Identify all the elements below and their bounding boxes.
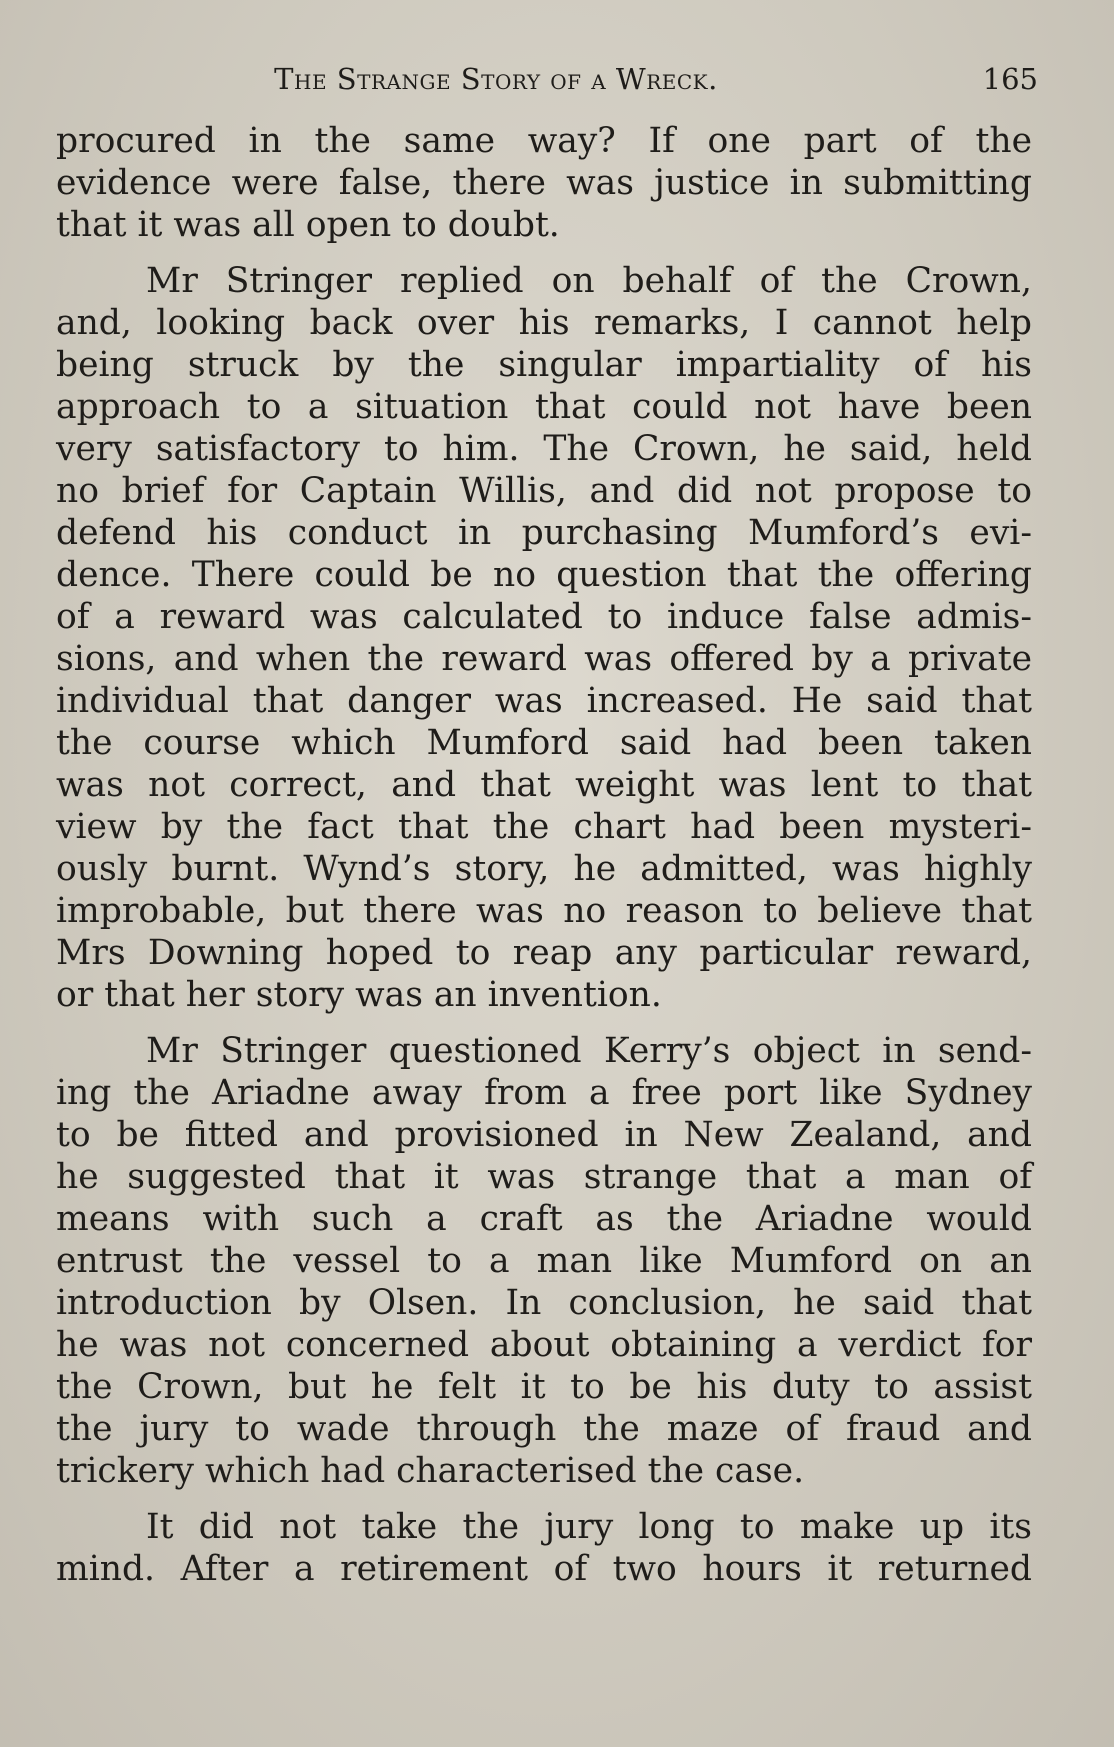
- text-line: introduction by Olsen. In conclusion, he said that: [56, 1283, 1032, 1323]
- text-line: improbable, but there was no reason to believe that: [56, 891, 1032, 931]
- text-line: to be fitted and provisioned in New Zealand, and: [56, 1115, 1032, 1155]
- text-line: and, looking back over his remarks, I cannot help: [56, 303, 1032, 343]
- text-line: entrust the vessel to a man like Mumford on an: [56, 1241, 1032, 1281]
- text-line: the course which Mumford said had been taken: [56, 723, 1032, 763]
- text-line: defend his conduct in purchasing Mumford’s evi-: [56, 513, 1032, 553]
- text-line: ing the Ariadne away from a free port like Sydney: [56, 1073, 1032, 1113]
- text-line: that it was all open to doubt.: [56, 205, 560, 245]
- text-line: no brief for Captain Willis, and did not propose to: [56, 471, 1032, 511]
- text-line: of a reward was calculated to induce false admis-: [56, 597, 1032, 637]
- paragraph-4: [56, 1506, 1032, 1590]
- text-line: sions, and when the reward was offered by a private: [56, 639, 1032, 679]
- text-line: dence. There could be no question that the offering: [56, 555, 1032, 595]
- text-line: individual that danger was increased. He said that: [56, 681, 1032, 721]
- text-line: being struck by the singular impartiality of his: [56, 345, 1032, 385]
- text-line: Mr Stringer questioned Kerry’s object in send-: [146, 1031, 1032, 1071]
- text-line: very satisfactory to him. The Crown, he said, held: [56, 429, 1032, 469]
- text-line: means with such a craft as the Ariadne would: [56, 1199, 1032, 1239]
- paragraph-2: [56, 260, 1032, 1016]
- running-title: The Strange Story of a Wreck.: [274, 62, 718, 96]
- text-line: evidence were false, there was justice in submitting: [56, 163, 1032, 203]
- running-head: [56, 62, 1038, 102]
- text-line: approach to a situation that could not have been: [56, 387, 1032, 427]
- text-line: trickery which had characterised the case.: [56, 1451, 805, 1491]
- text-line: he suggested that it was strange that a man of: [56, 1157, 1032, 1197]
- text-line: he was not concerned about obtaining a verdict for: [56, 1325, 1032, 1365]
- text-line: view by the fact that the chart had been mysteri-: [56, 807, 1032, 847]
- paragraph-1: [56, 120, 1032, 246]
- page-number: 165: [982, 62, 1038, 96]
- text-line: the Crown, but he felt it to be his duty to assist: [56, 1367, 1032, 1407]
- text-line: was not correct, and that weight was lent to that: [56, 765, 1032, 805]
- text-line: mind. After a retirement of two hours it returned: [56, 1549, 1032, 1589]
- paragraph-3: [56, 1030, 1032, 1492]
- body-text: [56, 120, 1032, 1604]
- text-line: Mr Stringer replied on behalf of the Crown,: [146, 261, 1032, 301]
- text-line: the jury to wade through the maze of fraud and: [56, 1409, 1032, 1449]
- text-line: It did not take the jury long to make up its: [146, 1507, 1032, 1547]
- text-line: or that her story was an invention.: [56, 975, 662, 1015]
- text-line: ously burnt. Wynd’s story, he admitted, was highly: [56, 849, 1032, 889]
- text-line: procured in the same way? If one part of the: [56, 121, 1032, 161]
- text-line: Mrs Downing hoped to reap any particular reward,: [56, 933, 1032, 973]
